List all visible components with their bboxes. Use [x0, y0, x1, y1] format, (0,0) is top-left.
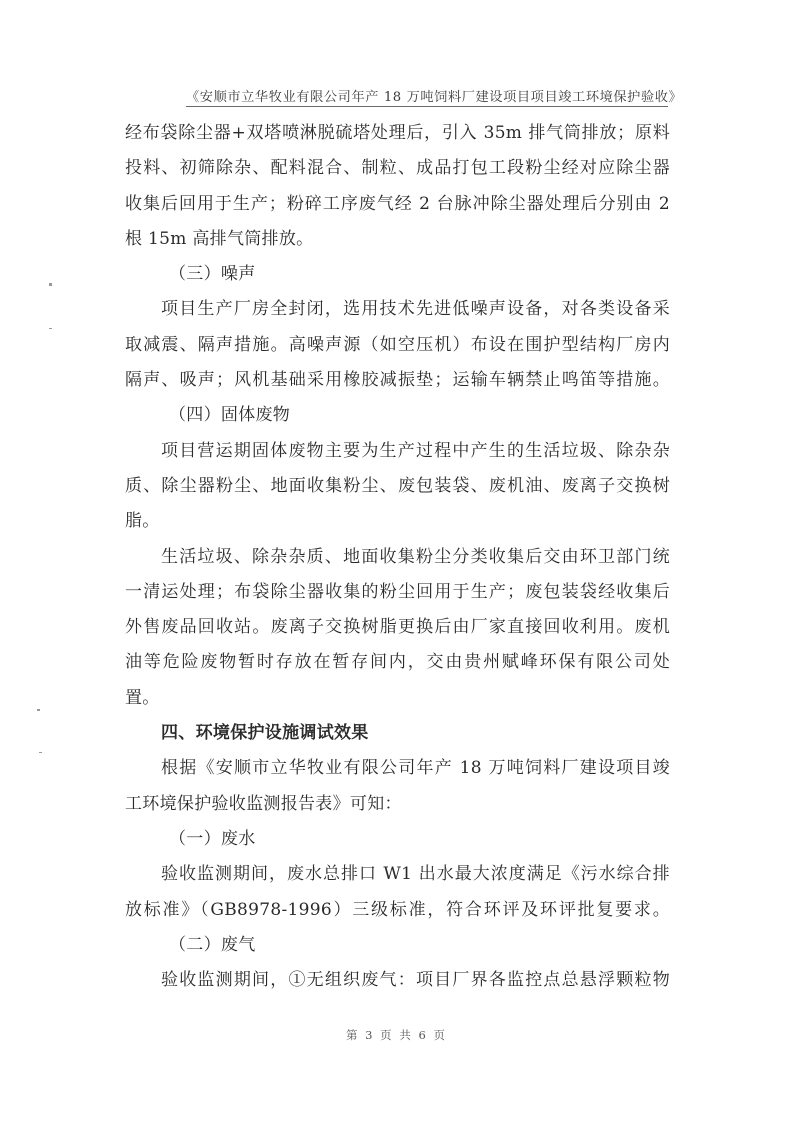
text-line: 根 15m 高排气筒排放。 [125, 228, 314, 249]
text-line: 脂。 [125, 511, 160, 532]
text-line: 取减震、隔声措施。高噪声源（如空压机）布设在围护型结构厂房内 [125, 334, 670, 355]
text-line: 质、除尘器粉尘、地面收集粉尘、废包装袋、废机油、废离子交换树 [125, 475, 670, 496]
paragraph-solid-waste-disposal [125, 540, 670, 716]
paragraph-exhaust [125, 963, 670, 998]
text-line: 收集后回用于生产；粉碎工序废气经 2 台脉冲除尘器处理后分别由 2 [125, 193, 670, 214]
text-line: 项目营运期固体废物主要为生产过程中产生的生活垃圾、除杂杂 [161, 440, 670, 461]
running-header: 《安顺市立华牧业有限公司年产 18 万吨饲料厂建设项目项目竣工环境保护验收》 [186, 86, 668, 107]
section-heading-noise: （三）噪声 [169, 264, 256, 285]
text-line: 验收监测期间，废水总排口 W1 出水最大浓度满足《污水综合排 [161, 864, 670, 885]
scan-mark [49, 283, 52, 286]
text-line: 隔声、吸声；风机基础采用橡胶减振垫；运输车辆禁止鸣笛等措施。 [125, 370, 670, 391]
text-line: 放标准》（GB8978-1996）三级标准，符合环评及环评批复要求。 [125, 899, 670, 920]
text-line: 外售废品回收站。废离子交换树脂更换后由厂家直接回收利用。废机 [125, 617, 670, 638]
text-line: 根据《安顺市立华牧业有限公司年产 18 万吨饲料厂建设项目竣 [161, 758, 670, 779]
text-line: 验收监测期间，①无组织废气：项目厂界各监控点总悬浮颗粒物 [161, 970, 670, 991]
paragraph-solid-waste-types [125, 434, 670, 540]
paragraph-exhaust-treatment [125, 116, 670, 257]
scan-mark [37, 709, 40, 711]
section-heading-solid-waste: （四）固体废物 [169, 405, 291, 426]
section-heading-debug-results: 四、环境保护设施调试效果 [161, 723, 369, 744]
paragraph-wastewater [125, 857, 670, 928]
text-line: 项目生产厂房全封闭，选用技术先进低噪声设备，对各类设备采 [161, 299, 670, 320]
scan-mark [49, 328, 52, 329]
text-line: 油等危险废物暂时存放在暂存间内，交由贵州赋峰环保有限公司处 [125, 652, 670, 673]
paragraph-section-4-intro [125, 751, 670, 822]
paragraph-noise [125, 292, 670, 398]
section-heading-exhaust: （二）废气 [169, 934, 256, 955]
text-line: 工环境保护验收监测报告表》可知： [125, 793, 402, 814]
scan-mark [39, 752, 42, 753]
text-line: 置。 [125, 687, 160, 708]
page-number: 第 3 页 共 6 页 [346, 1028, 447, 1042]
text-line: 一清运处理；布袋除尘器收集的粉尘回用于生产；废包装袋经收集后 [125, 581, 670, 602]
text-line: 经布袋除尘器+双塔喷淋脱硫塔处理后，引入 35m 排气筒排放；原料 [125, 123, 670, 143]
section-heading-wastewater: （一）废水 [169, 828, 256, 849]
text-line: 生活垃圾、除杂杂质、地面收集粉尘分类收集后交由环卫部门统 [161, 546, 670, 567]
document-body [125, 116, 670, 998]
text-line: 投料、初筛除杂、配料混合、制粒、成品打包工段粉尘经对应除尘器 [125, 158, 670, 179]
